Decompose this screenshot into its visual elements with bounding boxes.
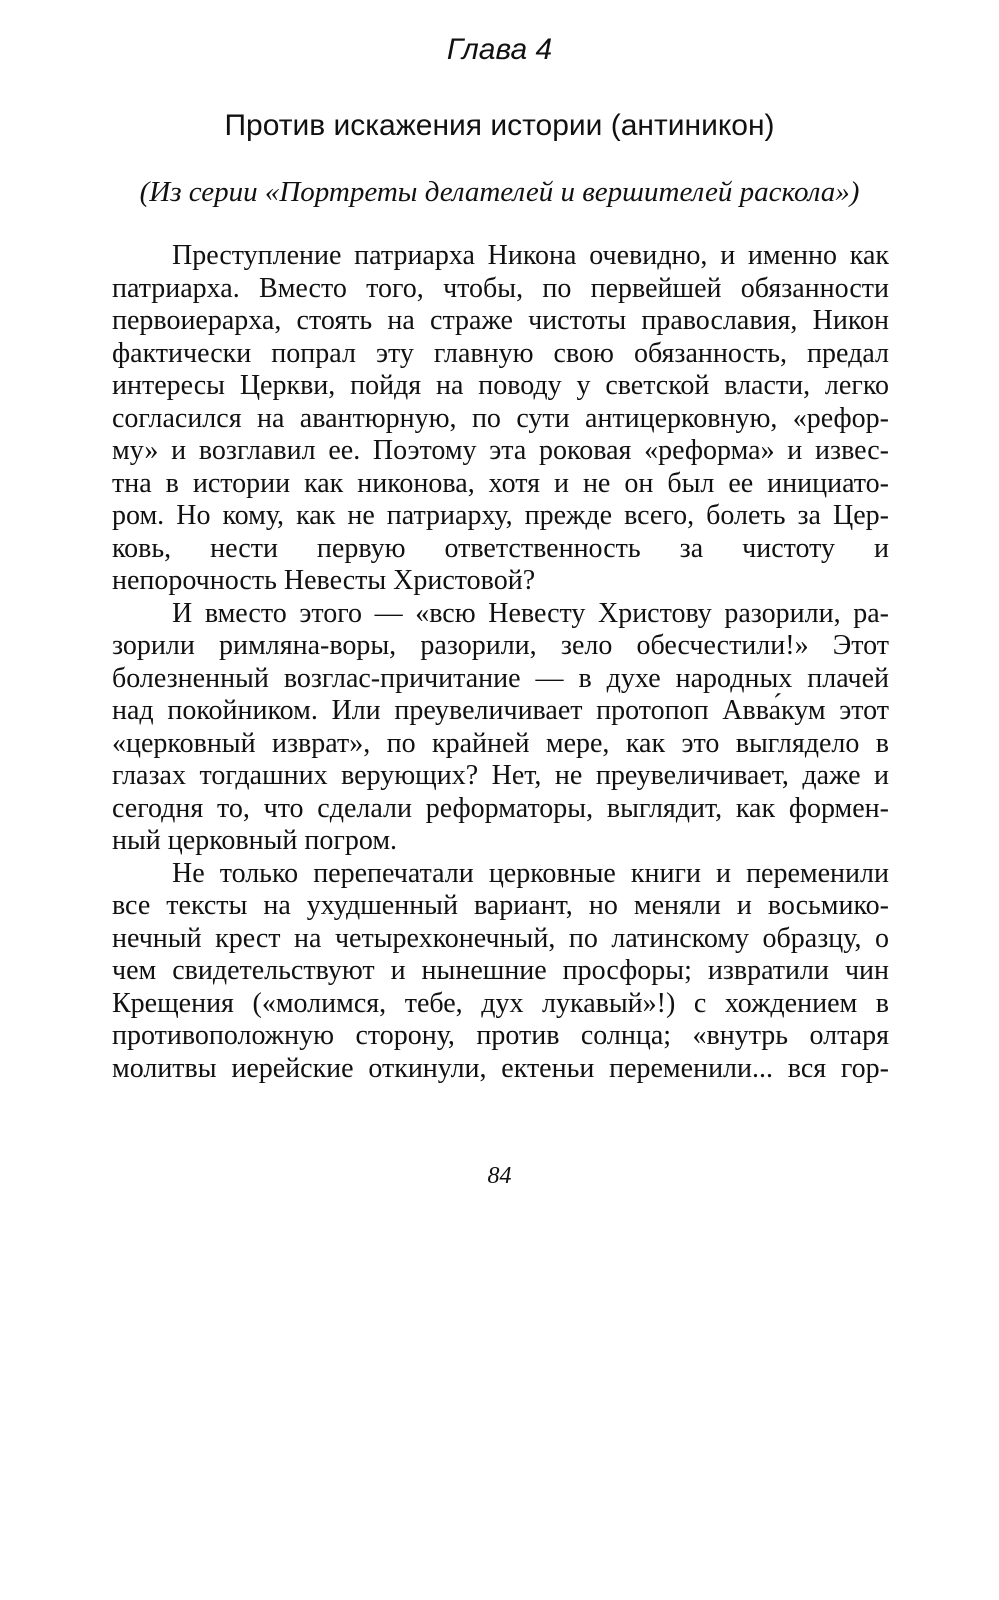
text-line: ный церковный погром. (112, 825, 398, 856)
text-line: все тексты на ухудшенный вариант, но меняли и восьмико- (112, 890, 889, 921)
text-line: молитвы иерейские откинули, ектеньи переменили... вся гор- (112, 1052, 889, 1084)
text-line: фактически попрал эту главную свою обязанность, предал (112, 337, 889, 369)
paragraph-3 (112, 858, 889, 1086)
paragraph-1 (112, 240, 889, 598)
text-line: му» и возглавил ее. Поэтому эта роковая «реформа» и извес- (112, 435, 889, 466)
text-line: ковь, нести первую ответственность за чистоту и (112, 532, 889, 564)
text-line: болезненный возглас-причитание — в духе народных плачей (112, 662, 889, 694)
body-text (112, 240, 889, 1085)
text-line: интересы Церкви, пойдя на поводу у светской власти, легко (112, 370, 889, 401)
text-line: чем свидетельствуют и нынешние просфоры; извратили чин (112, 955, 889, 986)
text-line: первоиерарха, стоять на страже чистоты православия, Никон (112, 305, 889, 336)
text-line: противоположную сторону, против солнца; «внутрь олтаря (112, 1020, 889, 1051)
text-line: тна в истории как никонова, хотя и не он был ее инициато- (112, 467, 889, 499)
series-subtitle: (Из серии «Портреты делателей и вершителей раскола») (139, 176, 860, 208)
text-line: согласился на авантюрную, по сути антицерковную, «рефор- (112, 402, 889, 434)
text-line: ром. Но кому, как не патриарху, прежде всего, болеть за Цер- (112, 500, 889, 531)
text-line: зорили римляна-воры, разорили, зело обесчестили!» Этот (112, 630, 889, 661)
text-line: патриарха. Вместо того, чтобы, по первейшей обязанности (112, 272, 889, 304)
chapter-label: Глава 4 (446, 33, 553, 66)
text-line: непорочность Невесты Христовой? (112, 565, 536, 596)
text-line: глазах тогдашних верующих? Нет, не преувеличивает, даже и (112, 760, 889, 791)
text-line: Не только перепечатали церковные книги и переменили (172, 857, 889, 889)
page-number: 84 (487, 1163, 512, 1189)
text-line: сегодня то, что сделали реформаторы, выглядит, как формен- (112, 792, 889, 824)
text-line: Крещения («молимся, тебе, дух лукавый»!) с хождением в (112, 987, 889, 1019)
text-line: И вместо этого — «всю Невесту Христову разорили, ра- (172, 597, 889, 629)
paragraph-2 (112, 598, 889, 858)
chapter-heading: Против искажения истории (антиникон) (224, 109, 775, 142)
text-line: нечный крест на четырехконечный, по латинскому образцу, о (112, 922, 889, 954)
text-line: над покойником. Или преувеличивает протопоп Авва́кум этот (112, 695, 889, 726)
text-line: «церковный изврат», по крайней мере, как это выглядело в (112, 727, 889, 759)
text-line: Преступление патриарха Никона очевидно, и именно как (172, 240, 889, 271)
